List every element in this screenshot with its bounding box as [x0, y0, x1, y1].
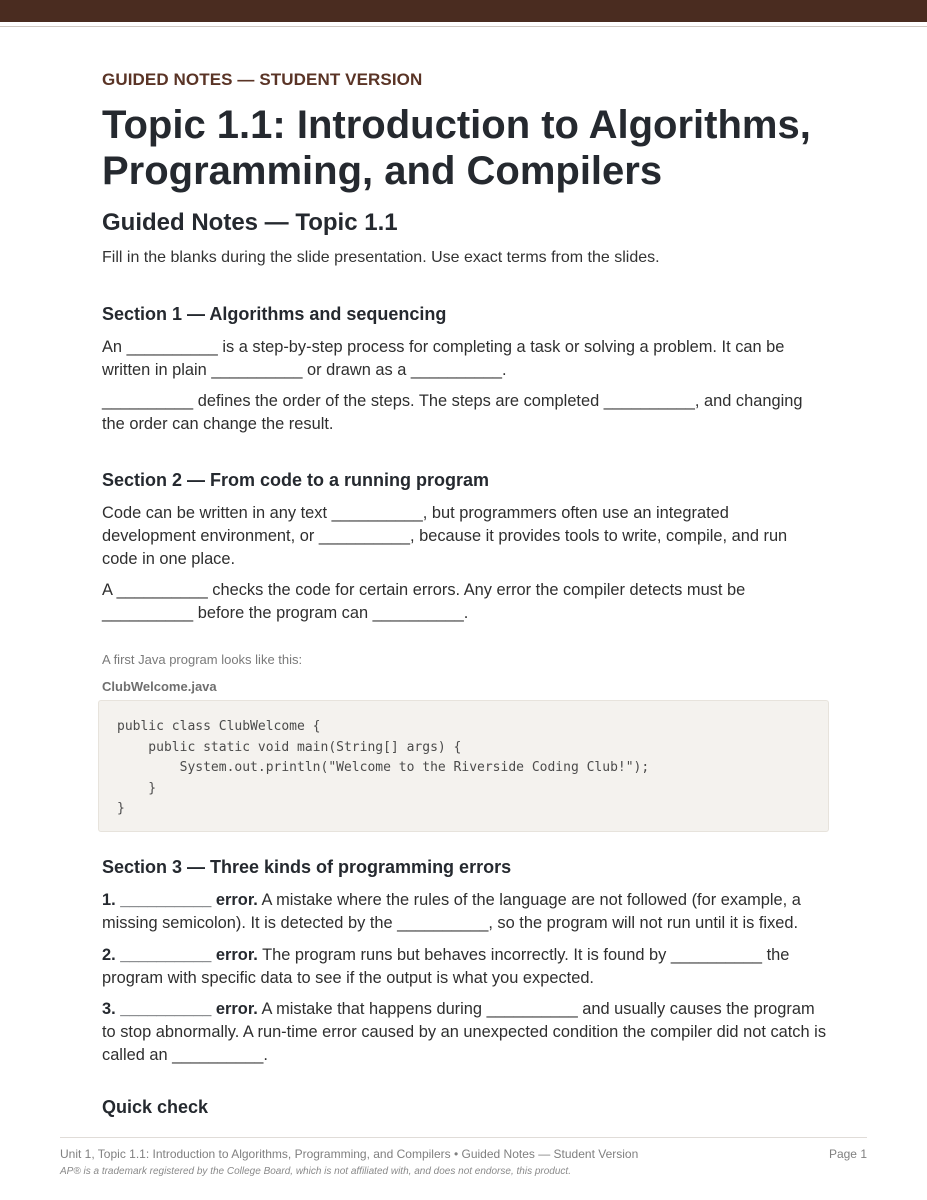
quick-check-heading: Quick check	[102, 1097, 209, 1117]
document-eyebrow: GUIDED NOTES — STUDENT VERSION	[102, 70, 423, 89]
section-2-paragraph: A __________ checks the code for certain errors. Any error the compiler detects must be __________ before the program can __________.	[102, 581, 746, 622]
page-subtitle: Guided Notes — Topic 1.1	[102, 209, 398, 236]
code-block	[98, 700, 829, 832]
code-filename: ClubWelcome.java	[102, 679, 217, 694]
code-line: System.out.println("Welcome to the Riverside Coding Club!");	[117, 760, 650, 775]
section-3-heading: Section 3 — Three kinds of programming errors	[102, 857, 512, 877]
top-divider	[0, 26, 927, 27]
error-item	[102, 944, 827, 990]
top-banner-bar	[0, 0, 927, 22]
error-item-text: A mistake where the rules of the language are not followed (for example, a missing semicolon). It is detected by the __________, so the program will not run until it is fixed.	[102, 891, 801, 932]
error-item-lead: 1. __________ error.	[102, 891, 258, 909]
footer-trademark-note: AP® is a trademark registered by the College Board, which is not affiliated with, and does not endorse, this product.	[60, 1166, 571, 1177]
error-item-lead: 2. __________ error.	[102, 946, 258, 964]
code-caption: A first Java program looks like this:	[102, 652, 303, 667]
page-title: Topic 1.1: Introduction to Algorithms, Programming, and Compilers	[102, 103, 811, 193]
error-item	[102, 998, 827, 1067]
intro-text: Fill in the blanks during the slide presentation. Use exact terms from the slides.	[102, 249, 660, 266]
section-2-heading: Section 2 — From code to a running program	[102, 470, 490, 490]
footer-page-number: Page 1	[828, 1147, 867, 1161]
section-1-paragraph: An __________ is a step-by-step process for completing a task or solving a problem. It can be written in plain __________ or drawn as a __________.	[102, 338, 785, 379]
code-line: public static void main(String[] args) {	[117, 739, 462, 755]
error-item-text: The program runs but behaves incorrectly. It is found by __________ the program with specific data to see if the output is what you expected.	[102, 946, 790, 987]
error-item-text: A mistake that happens during __________ and usually causes the program to stop abnormally. A run-time error caused by an unexpected condition the compiler did not catch is called an __________.	[102, 1000, 827, 1064]
section-1-heading: Section 1 — Algorithms and sequencing	[102, 304, 447, 324]
section-1-paragraph: __________ defines the order of the steps. The steps are completed __________, and changing the order can change the result.	[102, 392, 803, 433]
footer-document-label: Unit 1, Topic 1.1: Introduction to Algorithms, Programming, and Compilers • Guided Notes — Student Version	[60, 1147, 639, 1161]
section-2-paragraph: Code can be written in any text __________, but programmers often use an integrated development environment, or __________, because it provides tools to write, compile, and run code in one place.	[102, 504, 788, 568]
code-line: }	[117, 780, 157, 796]
error-item	[102, 889, 827, 935]
footer-divider	[60, 1137, 867, 1138]
code-line: public class ClubWelcome {	[117, 719, 321, 734]
error-item-lead: 3. __________ error.	[102, 1000, 258, 1018]
code-line: }	[117, 801, 125, 816]
